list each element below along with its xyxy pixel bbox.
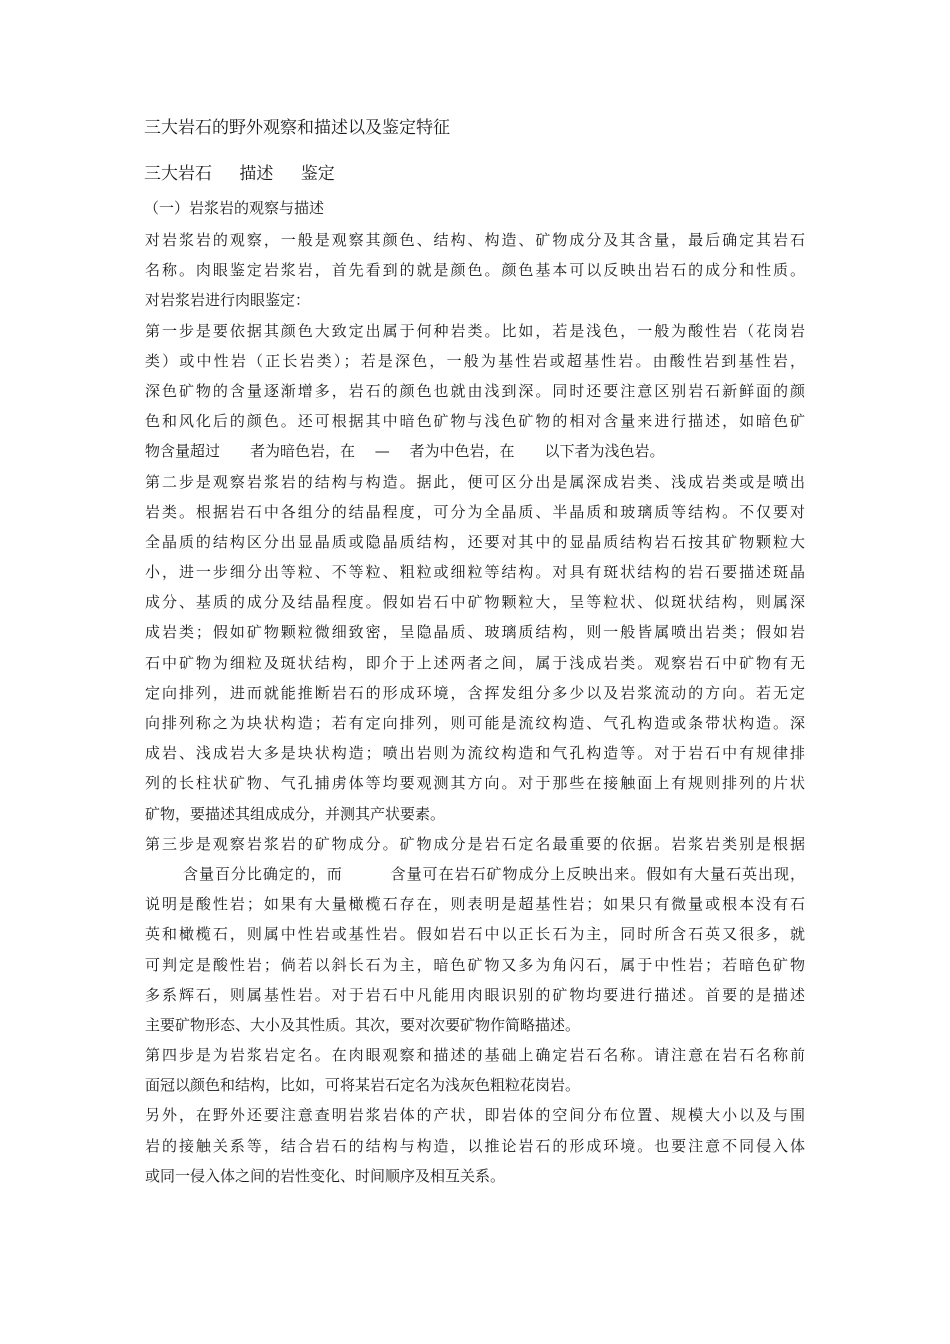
text-line: 第一步是要依据其颜色大致定出属于何种岩类。比如，若是浅色，一般为酸性岩（花岗岩 (145, 321, 805, 340)
body-text (145, 225, 805, 1191)
text-line: 定向排列，进而就能推断岩石的形成环境，含挥发组分多少以及岩浆流动的方向。若无定 (145, 683, 805, 702)
text-line: 全晶质的结构区分出显晶质或隐晶质结构，还要对其中的显晶质结构岩石按其矿物颗粒大 (145, 532, 805, 551)
text-line: 名称。肉眼鉴定岩浆岩，首先看到的就是颜色。颜色基本可以反映出岩石的成分和性质。 (145, 261, 805, 280)
text-line: 含量百分比确定的，而 含量可在岩石矿物成分上反映出来。假如有大量石英出现， (183, 864, 805, 883)
text-line: 多系辉石，则属基性岩。对于岩石中凡能用肉眼识别的矿物均要进行描述。首要的是描述 (145, 985, 805, 1004)
text-line: 色和风化后的颜色。还可根据其中暗色矿物与浅色矿物的相对含量来进行描述，如暗色矿 (145, 412, 805, 431)
text-line: 另外，在野外还要注意查明岩浆岩体的产状，即岩体的空间分布位置、规模大小以及与围 (145, 1106, 805, 1125)
text-line: 物含量超过 者为暗色岩，在 — 者为中色岩，在 以下者为浅色岩。 (145, 442, 665, 461)
subtitle-part: 描述 (239, 164, 274, 184)
section-heading: （一）岩浆岩的观察与描述 (144, 199, 325, 217)
text-line: 向排列称之为块状构造；若有定向排列，则可能是流纹构造、气孔构造或条带状构造。深 (145, 714, 805, 732)
text-line: 成岩、浅成岩大多是块状构造；喷出岩则为流纹构造和气孔构造等。对于岩石中有规律排 (145, 744, 805, 763)
text-line: 面冠以颜色和结构，比如，可将某岩石定名为浅灰色粗粒花岗岩。 (145, 1076, 581, 1095)
text-line: 列的长柱状矿物、气孔捕虏体等均要观测其方向。对于那些在接触面上有规则排列的片状 (145, 774, 805, 793)
text-line: 成岩类；假如矿物颗粒微细致密，呈隐晶质、玻璃质结构，则一般皆属喷出岩类；假如岩 (145, 623, 805, 642)
text-line: 英和橄榄石，则属中性岩或基性岩。假如岩石中以正长石为主，同时所含石英又很多，就 (145, 925, 805, 944)
text-line: 对岩浆岩进行肉眼鉴定： (145, 291, 311, 310)
text-line: 说明是酸性岩；如果有大量橄榄石存在，则表明是超基性岩；如果只有微量或根本没有石 (145, 895, 805, 914)
text-line: 或同一侵入体之间的岩性变化、时间顺序及相互关系。 (145, 1166, 506, 1185)
text-line: 第三步是观察岩浆岩的矿物成分。矿物成分是岩石定名最重要的依据。岩浆岩类别是根据 (145, 834, 805, 853)
text-line: 主要矿物形态、大小及其性质。其次，要对次要矿物作简略描述。 (145, 1015, 581, 1034)
text-line: 小，进一步细分出等粒、不等粒、粗粒或细粒等结构。对具有斑状结构的岩石要描述斑晶 (145, 563, 805, 582)
text-line: 深色矿物的含量逐渐增多，岩石的颜色也就由浅到深。同时还要注意区别岩石新鲜面的颜 (145, 381, 805, 400)
document-title: 三大岩石的野外观察和描述以及鉴定特征 (144, 118, 450, 138)
document-subtitle (144, 163, 335, 185)
text-line: 矿物，要描述其组成成分，并测其产状要素。 (145, 804, 446, 823)
text-line: 类）或中性岩（正长岩类）；若是深色，一般为基性岩或超基性岩。由酸性岩到基性岩， (145, 351, 805, 370)
text-line: 对岩浆岩的观察，一般是观察其颜色、结构、构造、矿物成分及其含量，最后确定其岩石 (145, 231, 805, 249)
text-line: 岩类。根据岩石中各组分的结晶程度，可分为全晶质、半晶质和玻璃质等结构。不仅要对 (145, 502, 805, 521)
subtitle-part: 鉴定 (300, 164, 335, 184)
text-line: 第四步是为岩浆岩定名。在肉眼观察和描述的基础上确定岩石名称。请注意在岩石名称前 (145, 1046, 805, 1065)
text-line: 石中矿物为细粒及斑状结构，即介于上述两者之间，属于浅成岩类。观察岩石中矿物有无 (145, 653, 805, 672)
text-line: 可判定是酸性岩；倘若以斜长石为主，暗色矿物又多为角闪石，属于中性岩；若暗色矿物 (145, 955, 805, 974)
text-line: 岩的接触关系等，结合岩石的结构与构造，以推论岩石的形成环境。也要注意不同侵入体 (145, 1136, 805, 1155)
text-line: 第二步是观察岩浆岩的结构与构造。据此，便可区分出是属深成岩类、浅成岩类或是喷出 (145, 472, 805, 491)
text-line: 成分、基质的成分及结晶程度。假如岩石中矿物颗粒大，呈等粒状、似斑状结构，则属深 (145, 593, 805, 612)
subtitle-part: 三大岩石 (144, 164, 212, 184)
